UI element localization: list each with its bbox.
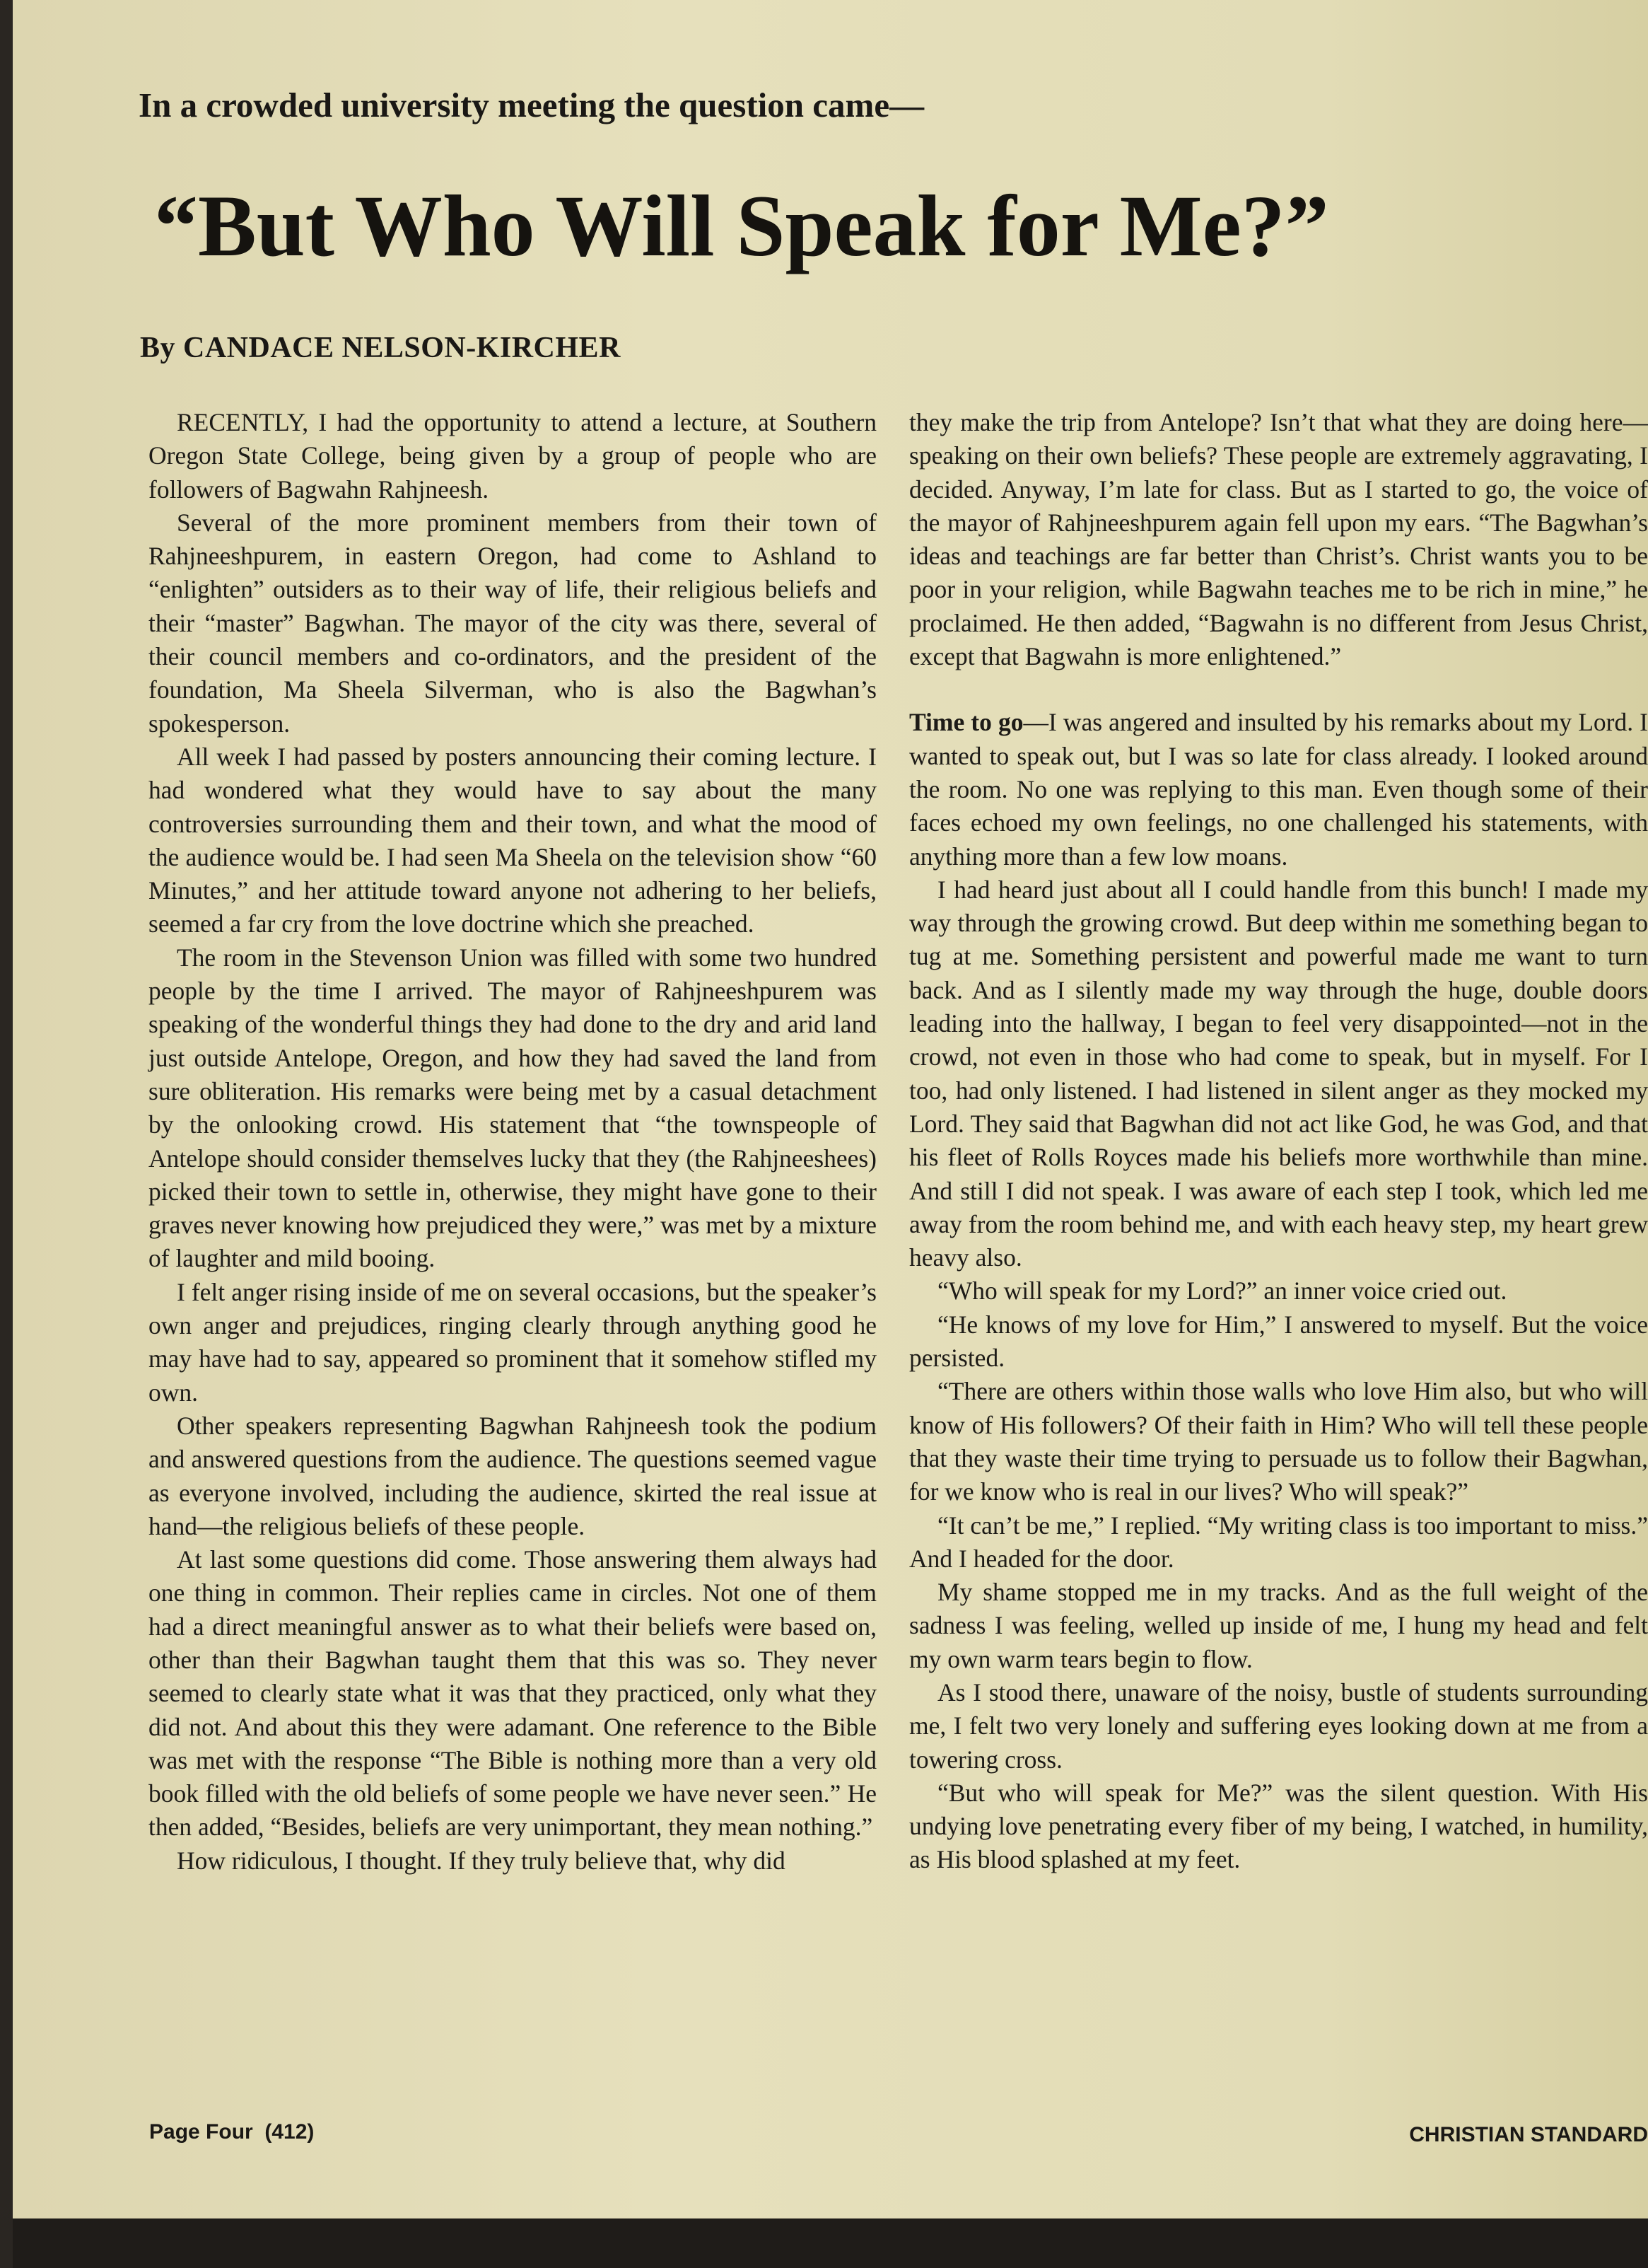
paragraph: The room in the Stevenson Union was filled with some two hundred people by the time I arrived. The mayor of Rahjneeshpurem was speaking of the wonderful things they had done to the dry and arid land just outside Antelope, Oregon, and how they had saved the land from sure obliteration. His remarks were being met by a casual detachment by the onlooking crowd. His statement that “the townspeople of Antelope should consider themselves lucky that they (the Rahjneeshees) picked their town to settle in, otherwise, they might have gone to their graves never knowing how prejudiced they were,” was met by a mixture of laughter and mild booing.	[148, 943, 877, 1273]
paragraph: Other speakers representing Bagwhan Rahjneesh took the podium and answered questions from the audience. The questions seemed vague as everyone involved, including the audience, skirted the real issue at hand—the religious beliefs of these people.	[148, 1411, 877, 1540]
page-footer-left	[149, 2120, 314, 2144]
paragraph: “There are others within those walls who love Him also, but who will know of His followers? Of their faith in Him? Who will tell these people that they waste their time trying to persuade us to follow their Bagwhan, for we know who is real in our lives? Who will speak?”	[909, 1377, 1648, 1506]
paragraph: “It can’t be me,” I replied. “My writing class is too important to miss.” And I headed for the door.	[909, 1511, 1648, 1573]
article-kicker: In a crowded university meeting the question came—	[139, 86, 925, 124]
publication-name: CHRISTIAN STANDARD	[1409, 2123, 1648, 2146]
page-number: (412)	[264, 2120, 315, 2144]
right-column	[909, 406, 1648, 1877]
paragraph: As I stood there, unaware of the noisy, bustle of students surrounding me, I felt two very lonely and suffering eyes looking down at me from a towering cross.	[909, 1677, 1648, 1774]
paragraph: they make the trip from Antelope? Isn’t that what they are doing here—speaking on their own beliefs? These people are extremely aggravating, I decided. Anyway, I’m late for class. But as I started to go, the voice of the mayor of Rahjneeshpurem again fell upon my ears. “The Bagwhan’s ideas and teachings are far better than Christ’s. Christ wants you to be poor in your religion, while Bagwahn teaches me to be rich in mine,” he proclaimed. He then added, “Bagwahn is no different from Jesus Christ, except that Bagwahn is more enlightened.”	[909, 408, 1648, 671]
paragraph: “Who will speak for my Lord?” an inner voice cried out.	[937, 1277, 1507, 1305]
paragraph: My shame stopped me in my tracks. And as the full weight of the sadness I was feeling, welled up inside of me, I hung my head and felt my own warm tears begin to flow.	[909, 1578, 1648, 1673]
paragraph: I felt anger rising inside of me on several occasions, but the speaker’s own anger and prejudices, ringing clearly through anything good he may have had to say, appeared so prominent that it somehow stifled my own.	[148, 1277, 877, 1407]
page-label: Page Four	[149, 2120, 253, 2144]
article-byline: By CANDACE NELSON-KIRCHER	[140, 332, 621, 364]
article-title: “But Who Will Speak for Me?”	[154, 178, 1329, 274]
paragraph: “He knows of my love for Him,” I answered to myself. But the voice persisted.	[909, 1310, 1648, 1373]
subhead: Time to go	[909, 708, 1024, 737]
paragraph: Several of the more prominent members from their town of Rahjneeshpurem, in eastern Oregon, had come to Ashland to “enlighten” outsiders as to their way of life, their religious beliefs and their “master” Bagwhan. The mayor of the city was there, several of their council members and co-ordinators, and the president of the foundation, Ma Sheela Silverman, who is also the Bagwhan’s spokesperson.	[148, 508, 877, 738]
paragraph: “But who will speak for Me?” was the silent question. With His undying love penetrating every fiber of my being, I watched, in humility, as His blood splashed at my feet.	[909, 1778, 1648, 1874]
magazine-page	[13, 0, 1648, 2268]
paragraph: RECENTLY, I had the opportunity to attend a lecture, at Southern Oregon State College, being given by a group of people who are followers of Bagwahn Rahjneesh.	[148, 408, 877, 504]
subhead-text: —I was angered and insulted by his remarks about my Lord. I wanted to speak out, but I was so late for class already. I looked around the room. No one was replying to this man. Even though some of their faces echoed my own feelings, no one challenged his statements, with anything more than a few low moans.	[909, 708, 1648, 871]
section-paragraph	[909, 706, 1648, 873]
paragraph: At last some questions did come. Those answering them always had one thing in common. Their replies came in circles. Not one of them had a direct meaningful answer as to what their beliefs were based on, other than their Bagwhan taught them that this was so. They never seemed to clearly state what it was that they practiced, only what they did not. And about this they were adamant. One reference to the Bible was met with the response “The Bible is nothing more than a very old book filled with the old beliefs of some people we have never seen.” He then added, “Besides, beliefs are very unimportant, they mean nothing.”	[148, 1545, 877, 1842]
paragraph: I had heard just about all I could handle from this bunch! I made my way through the growing crowd. But deep within me something began to tug at me. Something persistent and powerful made me want to turn back. And as I silently made my way through the huge, double doors leading into the hallway, I began to feel very disappointed—not in the crowd, not even in those who had come to speak, but in myself. For I too, had only listened. I had listened in silent anger as they mocked my Lord. They said that Bagwhan did not act like God, he was God, and that his fleet of Rolls Royces made his beliefs more worthwhile than mine. And still I did not speak. I was aware of each step I took, which led me away from the room behind me, and with each heavy step, my heart grew heavy also.	[909, 875, 1648, 1272]
paragraph: All week I had passed by posters announcing their coming lecture. I had wondered what they would have to say about the many controversies surrounding them and their town, and what the mood of the audience would be. I had seen Ma Sheela on the television show “60 Minutes,” and her attitude toward anyone not adhering to her beliefs, seemed a far cry from the love doctrine which she preached.	[148, 742, 877, 938]
scan-edge	[13, 2218, 1648, 2268]
paragraph: How ridiculous, I thought. If they truly believe that, why did	[177, 1846, 785, 1875]
left-column	[148, 406, 877, 1878]
